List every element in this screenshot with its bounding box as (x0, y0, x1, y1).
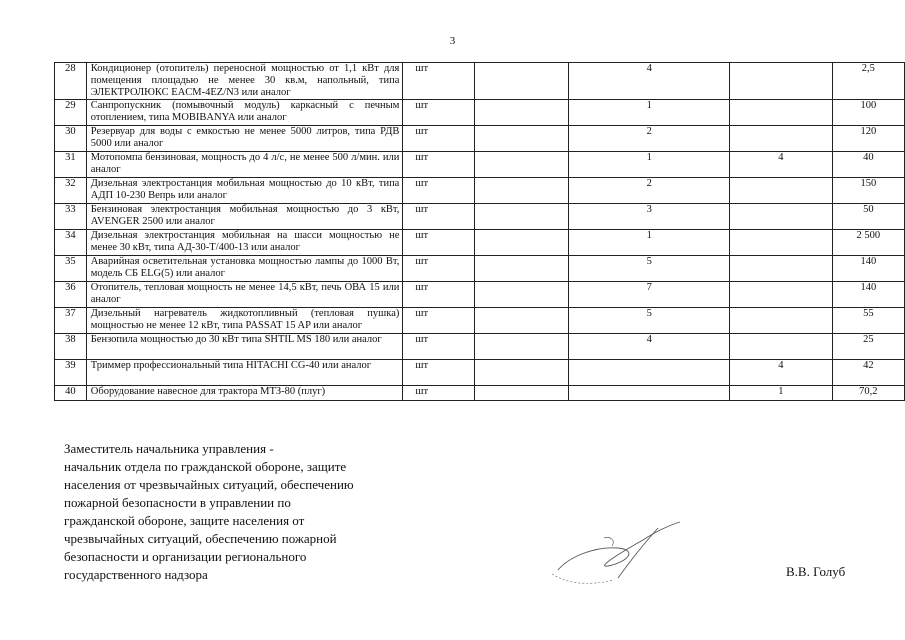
quantity-col-2: 2 (569, 126, 730, 152)
unit-of-measure: шт (403, 126, 474, 152)
quantity-col-1 (474, 308, 569, 334)
amount-col: 25 (832, 334, 904, 360)
quantity-col-2: 7 (569, 282, 730, 308)
signatory-position-line: гражданской обороне, защите населения от (64, 513, 305, 528)
amount-col: 2 500 (832, 230, 904, 256)
quantity-col-1 (474, 360, 569, 386)
quantity-col-2: 4 (569, 334, 730, 360)
quantity-col-1 (474, 100, 569, 126)
unit-of-measure: шт (403, 63, 474, 100)
table-row (55, 386, 905, 401)
table-row (55, 126, 905, 152)
quantity-col-2: 1 (569, 152, 730, 178)
unit-of-measure: шт (403, 308, 474, 334)
row-number: 29 (55, 100, 87, 126)
unit-of-measure: шт (403, 256, 474, 282)
item-description: Бензопила мощностью до 30 кВт типа SHTIL MS 180 или аналог (86, 334, 403, 360)
signatory-position-line: пожарной безопасности в управлении по (64, 495, 291, 510)
row-number: 30 (55, 126, 87, 152)
unit-of-measure: шт (403, 334, 474, 360)
quantity-col-2: 1 (569, 100, 730, 126)
unit-of-measure: шт (403, 100, 474, 126)
table-row (55, 230, 905, 256)
amount-col: 150 (832, 178, 904, 204)
amount-col: 70,2 (832, 386, 904, 401)
table-row (55, 256, 905, 282)
row-number: 28 (55, 63, 87, 100)
signatory-position (64, 440, 424, 584)
quantity-col-1 (474, 386, 569, 401)
row-number: 34 (55, 230, 87, 256)
quantity-col-3 (730, 334, 833, 360)
quantity-col-3 (730, 178, 833, 204)
table-row (55, 178, 905, 204)
unit-of-measure: шт (403, 178, 474, 204)
quantity-col-3 (730, 63, 833, 100)
quantity-col-2: 2 (569, 178, 730, 204)
unit-of-measure: шт (403, 360, 474, 386)
signatory-position-line: начальник отдела по гражданской обороне, защите (64, 459, 347, 474)
quantity-col-1 (474, 63, 569, 100)
quantity-col-1 (474, 152, 569, 178)
item-description: Кондиционер (отопитель) переносной мощностью от 1,1 кВт для помещения площадью не менее 30 кв.м, напольный, типа ЭЛЕКТРОЛЮКС EACM-4EZ/N3 или аналог (86, 63, 403, 100)
handwritten-signature (548, 518, 688, 588)
page-number: 3 (449, 35, 456, 47)
signatory-position-line: чрезвычайных ситуаций, обеспечению пожарной (64, 531, 337, 546)
row-number: 33 (55, 204, 87, 230)
amount-col: 42 (832, 360, 904, 386)
unit-of-measure: шт (403, 204, 474, 230)
quantity-col-2: 3 (569, 204, 730, 230)
quantity-col-1 (474, 256, 569, 282)
quantity-col-3 (730, 100, 833, 126)
row-number: 39 (55, 360, 87, 386)
quantity-col-1 (474, 230, 569, 256)
quantity-col-1 (474, 334, 569, 360)
quantity-col-3 (730, 204, 833, 230)
amount-col: 50 (832, 204, 904, 230)
unit-of-measure: шт (403, 282, 474, 308)
table-row (55, 63, 905, 100)
equipment-table-body (55, 63, 905, 401)
table-row (55, 308, 905, 334)
row-number: 40 (55, 386, 87, 401)
item-description: Мотопомпа бензиновая, мощность до 4 л/с, не менее 500 л/мин. или аналог (86, 152, 403, 178)
quantity-col-3 (730, 230, 833, 256)
quantity-col-1 (474, 178, 569, 204)
amount-col: 140 (832, 256, 904, 282)
table-row (55, 282, 905, 308)
table-row (55, 152, 905, 178)
amount-col: 40 (832, 152, 904, 178)
row-number: 38 (55, 334, 87, 360)
amount-col: 120 (832, 126, 904, 152)
quantity-col-2: 4 (569, 63, 730, 100)
signatory-position-line: безопасности и организации регионального (64, 549, 307, 564)
table-row (55, 204, 905, 230)
unit-of-measure: шт (403, 152, 474, 178)
item-description: Оборудование навесное для трактора МТЗ-80 (плуг) (86, 386, 403, 401)
unit-of-measure: шт (403, 230, 474, 256)
item-description: Аварийная осветительная установка мощностью лампы до 1000 Вт, модель СБ ELG(5) или аналог (86, 256, 403, 282)
quantity-col-3: 4 (730, 360, 833, 386)
quantity-col-2: 1 (569, 230, 730, 256)
row-number: 37 (55, 308, 87, 334)
item-description: Дизельная электростанция мобильная мощностью до 10 кВт, типа АДП 10-230 Вепрь или аналог (86, 178, 403, 204)
item-description: Отопитель, тепловая мощность не менее 14,5 кВт, печь ОВА 15 или аналог (86, 282, 403, 308)
signatory-position-line: населения от чрезвычайных ситуаций, обеспечению (64, 477, 354, 492)
row-number: 31 (55, 152, 87, 178)
item-description: Бензиновая электростанция мобильная мощностью до 3 кВт, AVENGER 2500 или аналог (86, 204, 403, 230)
quantity-col-2: 5 (569, 308, 730, 334)
quantity-col-3 (730, 256, 833, 282)
row-number: 32 (55, 178, 87, 204)
quantity-col-3: 4 (730, 152, 833, 178)
item-description: Дизельный нагреватель жидкотопливный (тепловая пушка) мощностью не менее 12 кВт, типа PASSAT 15 AP или аналог (86, 308, 403, 334)
quantity-col-3: 1 (730, 386, 833, 401)
quantity-col-1 (474, 282, 569, 308)
quantity-col-3 (730, 282, 833, 308)
table-row (55, 360, 905, 386)
unit-of-measure: шт (403, 386, 474, 401)
amount-col: 100 (832, 100, 904, 126)
quantity-col-2 (569, 386, 730, 401)
quantity-col-3 (730, 308, 833, 334)
table-row (55, 100, 905, 126)
item-description: Дизельная электростанция мобильная на шасси мощностью не менее 30 кВт, типа АД-30-Т/400-13 или аналог (86, 230, 403, 256)
quantity-col-2 (569, 360, 730, 386)
table-row (55, 334, 905, 360)
amount-col: 55 (832, 308, 904, 334)
equipment-table (54, 62, 905, 401)
item-description: Триммер профессиональный типа HITACHI CG-40 или аналог (86, 360, 403, 386)
quantity-col-3 (730, 126, 833, 152)
signatory-position-line: Заместитель начальника управления - (64, 441, 274, 456)
quantity-col-2: 5 (569, 256, 730, 282)
item-description: Санпропускник (помывочный модуль) каркасный с печным отоплением, типа MOBIBANYA или аналог (86, 100, 403, 126)
signer-name: В.В. Голуб (786, 564, 846, 579)
amount-col: 140 (832, 282, 904, 308)
quantity-col-1 (474, 126, 569, 152)
row-number: 36 (55, 282, 87, 308)
signatory-position-line: государственного надзора (64, 567, 208, 582)
item-description: Резервуар для воды с емкостью не менее 5000 литров, типа РДВ 5000 или аналог (86, 126, 403, 152)
amount-col: 2,5 (832, 63, 904, 100)
row-number: 35 (55, 256, 87, 282)
quantity-col-1 (474, 204, 569, 230)
